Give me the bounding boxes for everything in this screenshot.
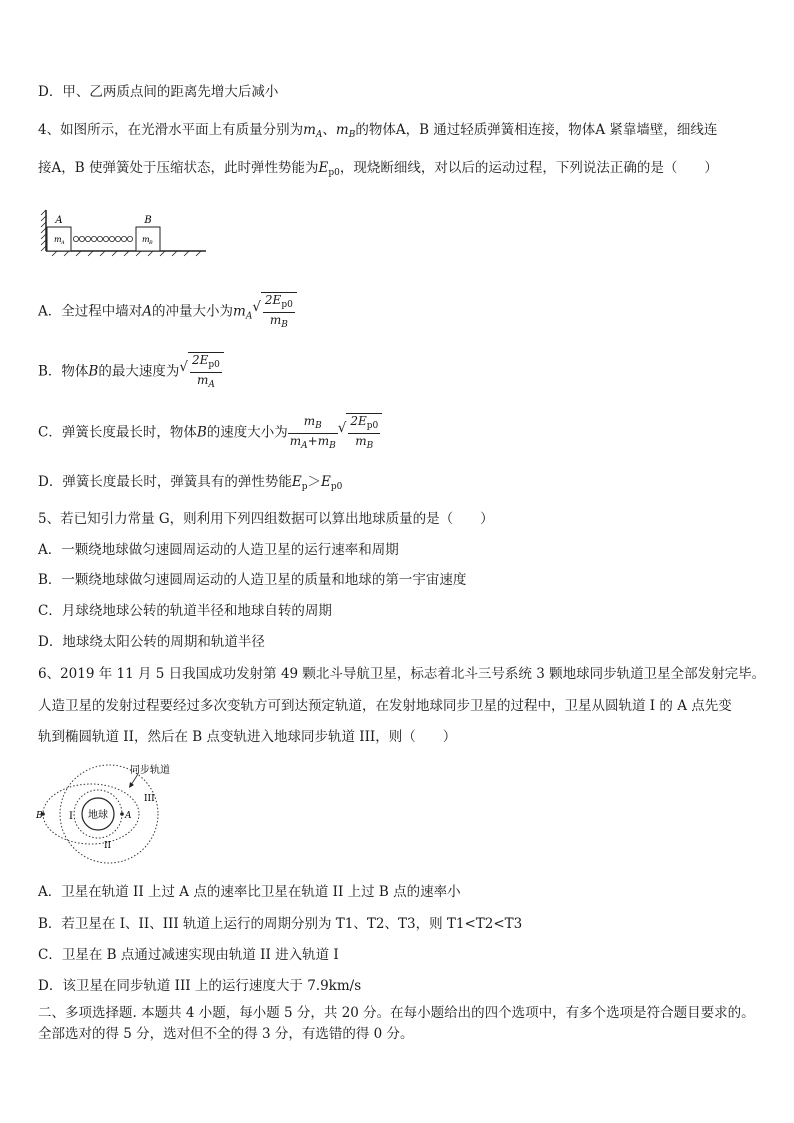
section2-heading-line1: 二、多项选择题. 本题共 4 小题，每小题 5 分，共 20 分。在每小题给出的四个选项中，有多个选项是符合题目要求的。	[38, 1005, 755, 1021]
q6-option-c: C．卫星在 B 点通过减速实现由轨道 II 进入轨道 I	[38, 947, 339, 963]
q4-stem-line1: 4、如图所示，在光滑水平面上有质量分别为$m_A$、$m_B$的物体A，B 通过轻质弹簧相连接，物体A 紧靠墙壁，细线连	[38, 122, 718, 140]
block-a-label: A	[55, 215, 63, 226]
q4-option-b: B．物体B的最大速度为 √ $\frac{2E_{p0}}{m_A}$	[38, 352, 224, 392]
q6-stem-line2: 人造卫星的发射过程要经过多次变轨方可到达预定轨道，在发射地球同步卫星的过程中，卫星从圆轨道 I 的 A 点先变	[38, 698, 732, 714]
q5-option-a: A．一颗绕地球做匀速圆周运动的人造卫星的运行速率和周期	[38, 542, 399, 558]
block-b-label: B	[144, 215, 152, 226]
block-a-mass: m	[54, 235, 62, 244]
sqrt-expression: √ $\frac{2E_{p0}}{m_B}$	[338, 413, 383, 453]
block-a-mass-sub: A	[61, 240, 65, 246]
q4-spring-figure	[40, 205, 210, 257]
q5-option-b: B．一颗绕地球做匀速圆周运动的人造卫星的质量和地球的第一宇宙速度	[38, 572, 467, 588]
block-b-mass: m	[142, 235, 150, 244]
q6-option-b: B．若卫星在 I、II、III 轨道上运行的周期分别为 T1、T2、T3，则 T1<T2<T3	[38, 916, 523, 932]
earth-label: 地球	[88, 810, 108, 821]
q4-option-a: A．全过程中墙对A的冲量大小为$m_A$ √ $\frac{2E_{p0}}{m_B}$	[38, 292, 297, 332]
q3-option-d: D．甲、乙两质点间的距离先增大后减小	[38, 84, 279, 100]
orbit-ii-label: II	[104, 841, 112, 851]
point-b-label: B	[36, 811, 43, 821]
orbit-iii-label: III	[144, 794, 155, 804]
sqrt-expression: √ $\frac{2E_{p0}}{m_B}$	[252, 292, 297, 332]
mass-ratio-fraction: $\frac{m_B}{m_A+m_B}$	[289, 413, 336, 451]
q6-orbit-figure	[34, 758, 184, 866]
point-a-label: A	[125, 811, 132, 821]
block-b-mass-sub: B	[149, 240, 153, 246]
section2-heading-line2: 全部选对的得 5 分，选对但不全的得 3 分，有选错的得 0 分。	[38, 1026, 414, 1042]
q6-option-d: D．该卫星在同步轨道 III 上的运行速度大于 7.9km/s	[38, 978, 362, 994]
q6-option-a: A．卫星在轨道 II 上过 A 点的速率比卫星在轨道 II 上过 B 点的速率小	[38, 884, 461, 900]
q5-option-d: D．地球绕太阳公转的周期和轨道半径	[38, 634, 265, 650]
q4-option-d: D．弹簧长度最长时，弹簧具有的弹性势能$E_p>E_{p0}$	[38, 474, 343, 492]
spring	[73, 236, 132, 241]
q4-stem-line2: 接A，B 使弹簧处于压缩状态，此时弹性势能为$E_{p0}$，现烧断细线，对以后的运动过程，下列说法正确的是（ ）	[38, 160, 718, 178]
sync-orbit-label: 同步轨道	[130, 765, 170, 776]
sqrt-expression: √ $\frac{2E_{p0}}{m_A}$	[179, 352, 224, 392]
q6-stem-line3: 轨到椭圆轨道 II，然后在 B 点变轨进入地球同步轨道 III，则（ ）	[38, 729, 457, 745]
q5-stem: 5、若已知引力常量 G，则利用下列四组数据可以算出地球质量的是（ ）	[38, 511, 494, 527]
q4-option-c: C．弹簧长度最长时，物体B的速度大小为 $\frac{m_B}{m_A+m_B}$ √ $\frac{2E_{p0}}{m_B}$	[38, 413, 382, 453]
q6-stem-line1: 6、2019 年 11 月 5 日我国成功发射第 49 颗北斗导航卫星，标志着北斗三号系统 3 颗地球同步轨道卫星全部发射完毕。	[38, 666, 766, 682]
q5-option-c: C．月球绕地球公转的轨道半径和地球自转的周期	[38, 603, 332, 619]
orbit-i-label: I	[69, 811, 73, 822]
